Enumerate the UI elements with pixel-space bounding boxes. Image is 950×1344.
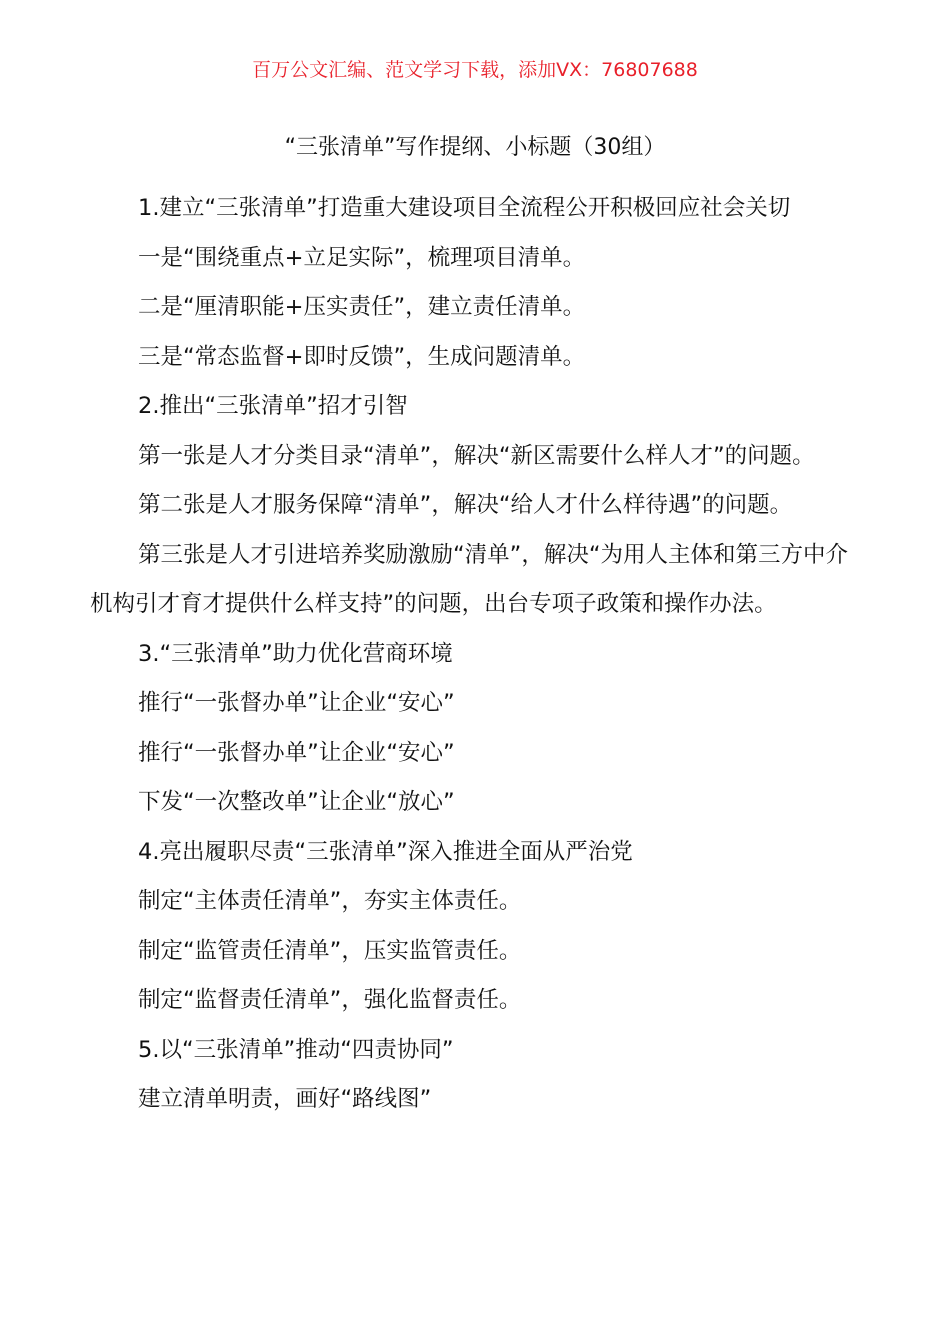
list-item: 制定“主体责任清单”，夯实主体责任。 bbox=[138, 888, 522, 914]
document-title: “三张清单”写作提纲、小标题（30组） bbox=[284, 135, 666, 160]
document-body bbox=[90, 184, 870, 1125]
list-item: 第一张是人才分类目录“清单”，解决“新区需要什么样人才”的问题。 bbox=[138, 442, 815, 469]
list-item: 二是“厘清职能+压实责任”，建立责任清单。 bbox=[138, 294, 586, 320]
list-item: 一是“围绕重点+立足实际”，梳理项目清单。 bbox=[138, 244, 586, 271]
list-item: 推行“一张督办单”让企业“安心” bbox=[138, 739, 455, 766]
list-item: 第二张是人才服务保障“清单”，解决“给人才什么样待遇”的问题。 bbox=[138, 492, 793, 518]
section-heading-4: 4.亮出履职尽责“三张清单”深入推进全面从严治党 bbox=[138, 838, 633, 865]
section-heading-2: 2.推出“三张清单”招才引智 bbox=[138, 393, 408, 419]
section-heading-3: 3.“三张清单”助力优化营商环境 bbox=[138, 640, 453, 667]
list-item: 三是“常态监督+即时反馈”，生成问题清单。 bbox=[138, 343, 586, 370]
section-heading-1: 1.建立“三张清单”打造重大建设项目全流程公开积极回应社会关切 bbox=[138, 195, 791, 221]
list-item: 推行“一张督办单”让企业“安心” bbox=[138, 690, 455, 716]
list-item: 第三张是人才引进培养奖励激励“清单”，解决“为用人主体和第三方中介机构引才育才提供什么样支持”的问题，出台专项子政策和操作办法。 bbox=[90, 541, 848, 617]
list-item: 下发“一次整改单”让企业“放心” bbox=[138, 789, 455, 815]
list-item: 制定“监管责任清单”，压实监管责任。 bbox=[138, 937, 522, 964]
list-item: 建立清单明责，画好“路线图” bbox=[138, 1086, 432, 1112]
list-item: 制定“监督责任清单”，强化监督责任。 bbox=[138, 987, 522, 1013]
section-heading-5: 5.以“三张清单”推动“四责协同” bbox=[138, 1036, 454, 1063]
watermark-banner: 百万公文汇编、范文学习下载，添加VX：76807688 bbox=[252, 59, 698, 81]
